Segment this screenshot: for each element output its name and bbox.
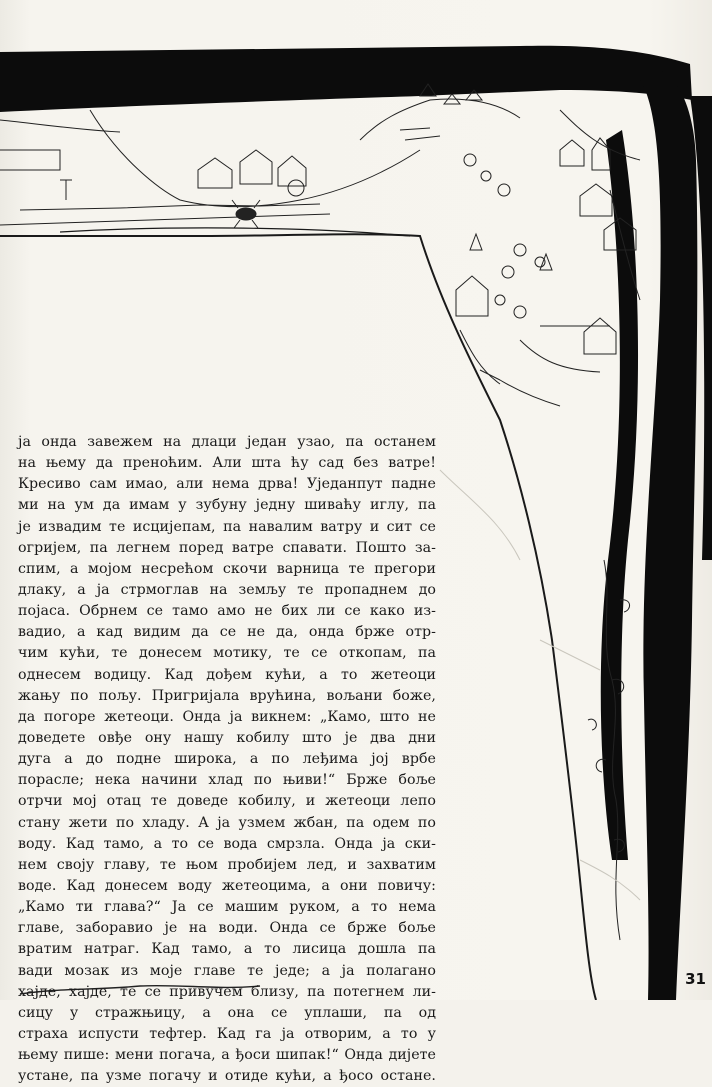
village-sketch	[0, 84, 640, 406]
text-line: жању по пољу. Пригријала врућина, вољани боже,	[18, 687, 436, 704]
mare-mane-right	[640, 70, 697, 1000]
text-line: на њему да преноћим. Али шта ћу сад без ватре!	[18, 455, 436, 472]
story-text	[18, 432, 436, 1087]
text-line: страха испусти тефтер. Кад га ја отворим, а то у	[18, 1025, 436, 1042]
text-line: стану жети по хладу. А ја узмем жбан, па одем по	[18, 814, 436, 831]
mare-mane-strand	[601, 130, 638, 860]
text-line: устане, па узме погачу и отиде кући, а ђосо остане.	[18, 1068, 436, 1085]
text-line: ја онда завежем на длаци један узао, па останем	[18, 434, 436, 450]
text-line: огријем, па легнем поред ватре спавати. Пошто за-	[18, 539, 436, 556]
text-line: појаса. Обрнем се тамо амо не бих ли се како из-	[18, 603, 436, 620]
text-line: главе, заборавио је на води. Онда се брже боље	[18, 920, 436, 937]
text-line: Кресиво сам имао, али нема дрва! Уједанпут падне	[18, 476, 436, 493]
fly	[236, 208, 256, 220]
text-line: сицу у стражњицу, а она се уплаши, па од	[18, 1004, 436, 1021]
mare-back-black-band	[0, 46, 692, 112]
text-line: воде. Кад донесем воду жетеоцима, а они повичу:	[18, 877, 436, 894]
text-line: вратим натраг. Кад тамо, а то лисица дошла па	[18, 941, 436, 958]
text-line: њему пише: мени погача, а ђоси шипак!“ Онда дијете	[18, 1047, 436, 1064]
text-line: длаку, а ја стрмоглав на земљу те пропаднем до	[18, 581, 436, 598]
text-line: чим кући, те донесем мотику, те се откопам, па	[18, 645, 436, 662]
text-line: хајде, хајде, те се привучем близу, па потегнем ли-	[18, 983, 436, 1000]
text-line: воду. Кад тамо, а то се вода смрзла. Онда ја ски-	[18, 835, 436, 852]
text-line: нем своју главу, те њом пробијем лед, и захватим	[18, 856, 436, 873]
text-line: дуга а до подне широка, а по леђима јој врбе	[18, 751, 436, 768]
text-line: је извадим те исцијепам, па навалим ватру и сит се	[18, 518, 436, 535]
text-line: да погоре жетеоци. Онда ја викнем: „Камо, што не	[18, 708, 436, 725]
text-line: однесем водицу. Кад дођем кући, а то жетеоци	[18, 666, 436, 683]
text-line: вадио, а кад видим да се не да, онда брже отр-	[18, 624, 436, 641]
text-line: доведете овђе ону нашу кобилу што је два дни	[18, 729, 436, 746]
text-line: ми на ум да имам у зубуну једну шиваћу иглу, па	[18, 497, 436, 514]
text-line: спим, а мојом несрећом скочи варница те прегори	[18, 560, 436, 577]
text-line: отрчи мој отац те доведе кобилу, и жетеоци лепо	[18, 793, 436, 810]
text-line: вади мозак из моје главе те једе; а ја полагано	[18, 962, 436, 979]
page-number: 31	[685, 970, 706, 988]
text-line: порасле; нека начини хлад по њиви!“ Брже боље	[18, 772, 436, 789]
text-line: „Камо ти глава?“ Ја се машим руком, а то нема	[18, 899, 436, 916]
